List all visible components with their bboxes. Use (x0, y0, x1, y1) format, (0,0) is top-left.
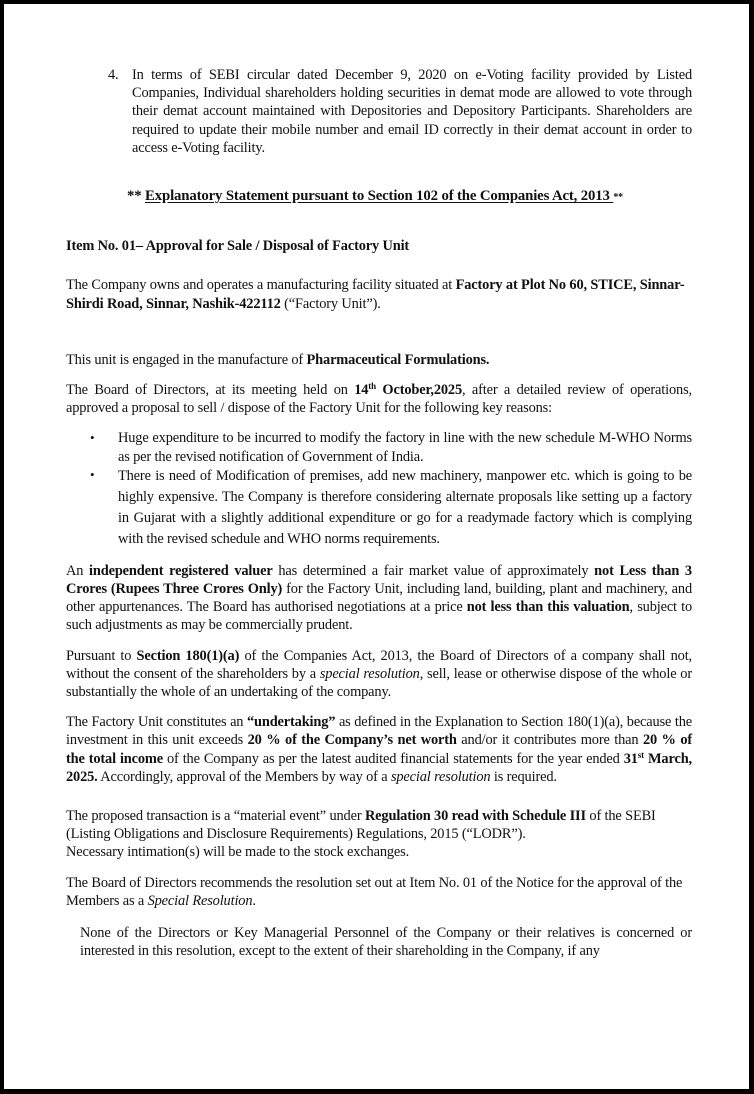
valuation-amount: not Less than 3 Crores (Rupees Three Crores Only) (66, 562, 692, 598)
reason-text: There is need of Modification of premises, add new machinery, manpower etc. which is going to be highly expensive. The Company is therefore considering alternate proposals like setting up a factory in Gujarat with a slightly additional expenditure or go for a readymade factory which is complying with the revised schedule and WHO norms requirements. (118, 467, 692, 547)
reasons-list (66, 429, 692, 549)
text: The Company owns and operates a manufacturing facility situated at (66, 277, 456, 294)
emphasis: special resolution (390, 768, 491, 785)
valuer: independent registered valuer (89, 562, 273, 579)
text: has determined a fair market value of approximately (272, 562, 595, 579)
paragraph-section-180 (66, 647, 692, 702)
regulation-reference: Regulation 30 read with Schedule III (364, 808, 586, 825)
meeting-date (354, 382, 462, 398)
text: The Factory Unit constitutes an (66, 714, 247, 731)
paragraph-interest-disclosure: None of the Directors or Key Managerial Personnel of the Company or their relatives is concerned or interested in this resolution, except to the extent of their shareholding in the Company, if any (80, 925, 692, 960)
text: An (66, 562, 90, 579)
text: The proposed transaction is a “material event” under (66, 808, 365, 825)
text: Accordingly, approval of the Members by way of a (97, 768, 391, 785)
product-type: Pharmaceutical Formulations. (306, 351, 490, 368)
emphasis: Special Resolution (147, 892, 253, 909)
net-worth-threshold: 20 % of the Company’s net worth (247, 732, 457, 749)
date-rest: March, 2025. (66, 750, 692, 785)
income-threshold: 20 % of the total income (66, 732, 693, 767)
bullet-icon: • (90, 430, 95, 446)
list-item (90, 429, 692, 465)
note-text: In terms of SEBI circular dated December 9, 2020 on e-Voting facility provided by Listed Companies, Individual shareholders holding securities in demat mode are allowed to vote through their demat account maintained with Depositories and Depository Participants. Shareholders are required to update their mobile number and email ID correctly in their demat account in order to access e-Voting facility. (132, 67, 692, 156)
date-suffix: st (637, 749, 644, 760)
heading-stars-left: ** (126, 188, 146, 205)
list-item (90, 466, 692, 550)
text: for the Factory Unit, including land, building, plant and machinery, and other appurtenances. The Board has authorised negotiations at a price (66, 581, 693, 616)
section-reference: Section 180(1)(a) (136, 647, 240, 664)
heading-stars-right: ** (613, 192, 624, 204)
price-floor: not less than this valuation (466, 599, 630, 616)
paragraph-material-event (66, 807, 692, 862)
factory-address: Factory at Plot No 60, STICE, Sinnar-Shirdi Road, Sinnar, Nashik-422112 (66, 277, 685, 312)
text: The Board of Directors, at its meeting held on (66, 382, 355, 399)
text: , after a detailed review of operations, approved a proposal to sell / dispose of the Factory Unit for the following key reasons: (66, 382, 692, 417)
item-title: Item No. 01– Approval for Sale / Disposal of Factory Unit (66, 238, 410, 255)
paragraph-undertaking (66, 713, 692, 786)
paragraph-manufacture (66, 351, 692, 369)
date-day: 31 (623, 750, 638, 767)
bullet-icon: • (90, 466, 95, 482)
text: of the Company as per the latest audited financial statements for the year ended (163, 750, 624, 767)
text: This unit is engaged in the manufacture of (66, 351, 307, 368)
date-suffix: th (368, 381, 376, 392)
text: and/or it contributes more than (456, 732, 643, 749)
text: (“Factory Unit”). (280, 295, 381, 312)
date-rest: October,2025 (376, 382, 463, 399)
reason-text: Huge expenditure to be incurred to modify the factory in line with the new schedule M-WHO Norms as per the revised notification of Government of India. (118, 430, 692, 465)
text: as defined in the Explanation to Section 180(1)(a), because the investment in this unit exceeds (66, 714, 692, 749)
date-day: 14 (354, 382, 369, 399)
paragraph-board-meeting (66, 381, 692, 417)
page-content (66, 66, 692, 961)
emphasis: special resolution (319, 665, 420, 682)
paragraph-facility (66, 276, 692, 312)
explanatory-statement-heading (58, 187, 692, 207)
numbered-note-4 (108, 66, 692, 157)
text: . (252, 892, 256, 909)
undertaking-term: “undertaking” (246, 714, 336, 731)
text: is required. (490, 768, 557, 785)
paragraph-valuation (66, 562, 692, 635)
text: The Board of Directors recommends the resolution set out at Item No. 01 of the Notice for the approval of the Members as a (66, 874, 683, 909)
text: Necessary intimation(s) will be made to the stock exchanges. (66, 844, 410, 861)
text: , sell, lease or otherwise dispose of the whole or substantially the whole of an undertaking of the company. (66, 665, 692, 701)
note-number: 4. (108, 67, 119, 83)
text: Pursuant to (66, 647, 137, 664)
text: of the Companies Act, 2013, the Board of Directors of a company shall not, without the consent of the shareholders by a (66, 647, 692, 682)
text: , subject to such adjustments as may be commercially prudent. (66, 599, 693, 634)
heading-title: Explanatory Statement pursuant to Section 102 of the Companies Act, 2013 (145, 188, 614, 205)
paragraph-recommendation (66, 874, 692, 910)
text: of the SEBI (Listing Obligations and Disclosure Requirements) Regulations, 2015 (“LODR”). (66, 808, 656, 843)
